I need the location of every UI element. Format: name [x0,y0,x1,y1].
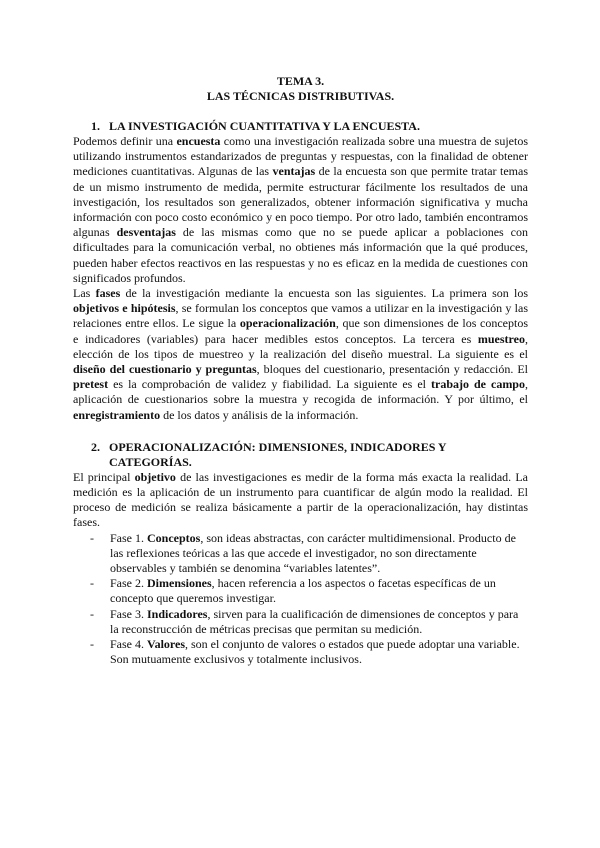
text-run: Podemos definir una [73,134,177,148]
bold-term: objetivo [134,469,176,484]
list-dash: - [90,606,94,621]
bold-term: fases [95,286,121,301]
bold-term: diseño del cuestionario y preguntas [73,362,257,377]
bold-term: pretest [73,377,109,392]
text-run: El principal [73,469,135,484]
text-run: Fase 1. [110,530,147,545]
bold-term: muestreo [477,331,525,346]
list-dash: - [90,637,94,652]
document-page [73,74,528,668]
text-run: , sirven para la cualificación de dimensiones de conceptos y para la reconstrucción de métricas precisas que permitan su medición. [110,606,519,636]
text-run: de la investigación mediante la encuesta son las siguientes. La primera son los [120,286,528,301]
text-run: , son el conjunto de valores o estados que puede adoptar una variable. Son mutuamente exclusivos y totalmente inclusivos. [110,637,520,667]
bold-term: Dimensiones [147,576,212,591]
bold-term: Conceptos [147,530,201,545]
bold-term: encuesta [176,134,221,148]
list-dash: - [90,530,94,545]
text-run: , que son dimensiones de los conceptos e indicadores (variables) para hacer medibles estos conceptos. La tercera es [73,316,528,346]
text-run: de las mismas como que no se puede aplicar a poblaciones con dificultades para la comunicación verbal, no obtienes más información que la qué produces, pueden haber efectos reactivos en las respuestas y no es eficaz en la medida de cuestiones con significados profundos. [73,225,529,285]
section-1-number: 1. [91,119,100,133]
text-run: , son ideas abstractas, con carácter multidimensional. Producto de las reflexiones teóricas a las que accede el investigador, no son directamente observables y también se denomina “variables latentes”. [110,530,516,576]
text-run: Las [73,286,96,301]
text-run: de los datos y análisis de la información. [160,407,359,422]
document-title [73,74,528,104]
section-2-heading [73,440,528,470]
text-run: de la encuesta son que permite tratar temas de un mismo instrumento de medida, permite estructurar fácilmente los resultados de una investigación, los resultados son generalizados, obtener información significativa y mucha información con poco costo económico y en poco tiempo. Por otro lado, también encontramos algunas [73,164,528,240]
text-run: , aplicación de cuestionarios sobre la muestra y recogida de información. Y por último, el [73,377,528,407]
section-2-title: OPERACIONALIZACIÓN: DIMENSIONES, INDICADORES Y CATEGORÍAS. [109,439,447,469]
text-run: , se formulan los conceptos que vamos a utilizar en la investigación y las relaciones entre ellos. Le sigue la [73,301,528,331]
title-line-2: LAS TÉCNICAS DISTRIBUTIVAS. [206,89,395,103]
bold-term: trabajo de campo [431,377,525,392]
text-run: Fase 4. [110,637,147,652]
text-run: , elección de los tipos de muestreo y la realización del diseño muestral. La siguiente es el [73,331,528,361]
bold-term: ventajas [272,164,316,179]
list-dash: - [90,576,94,591]
section-1-paragraph-1 [73,134,528,286]
list-item [73,576,528,606]
text-run: de las investigaciones es medir de la forma más exacta la realidad. La medición es la aplicación de un instrumento para cuantificar de algún modo la realidad. El proceso de medición se realiza básicamente a partir de la operacionalización, hay distintas fases. [73,469,528,530]
list-item [73,531,528,577]
text-run: , hacen referencia a los aspectos o facetas específicas de un concepto que queremos investigar. [110,576,496,606]
section-2-number: 2. [91,439,100,454]
phases-list [73,531,528,668]
bold-term: enregistramiento [73,407,161,422]
text-run: , bloques del cuestionario, presentación y redacción. El [256,362,529,377]
text-run: como una investigación realizada sobre una muestra de sujetos utilizando instrumentos estandarizados de preguntas y respuestas, con la finalidad de obtener mediciones cuantitativas. Algunas de las [73,134,528,179]
section-1-heading [73,119,528,134]
text-run: Fase 3. [110,606,147,621]
list-item [73,637,528,667]
bold-term: objetivos e hipótesis [73,301,176,316]
text-run: es la comprobación de validez y fiabilidad. La siguiente es el [108,377,431,392]
title-line-1: TEMA 3. [276,74,325,88]
text-run: Fase 2. [110,576,147,591]
bold-term: Valores [147,637,186,652]
section-2-paragraph-1 [73,470,528,531]
bold-term: operacionalización [239,316,336,331]
section-1-title: LA INVESTIGACIÓN CUANTITATIVA Y LA ENCUESTA. [109,119,420,133]
list-item [73,607,528,637]
section-1-paragraph-2 [73,286,528,423]
bold-term: desventajas [116,225,176,240]
bold-term: Indicadores [147,606,208,621]
